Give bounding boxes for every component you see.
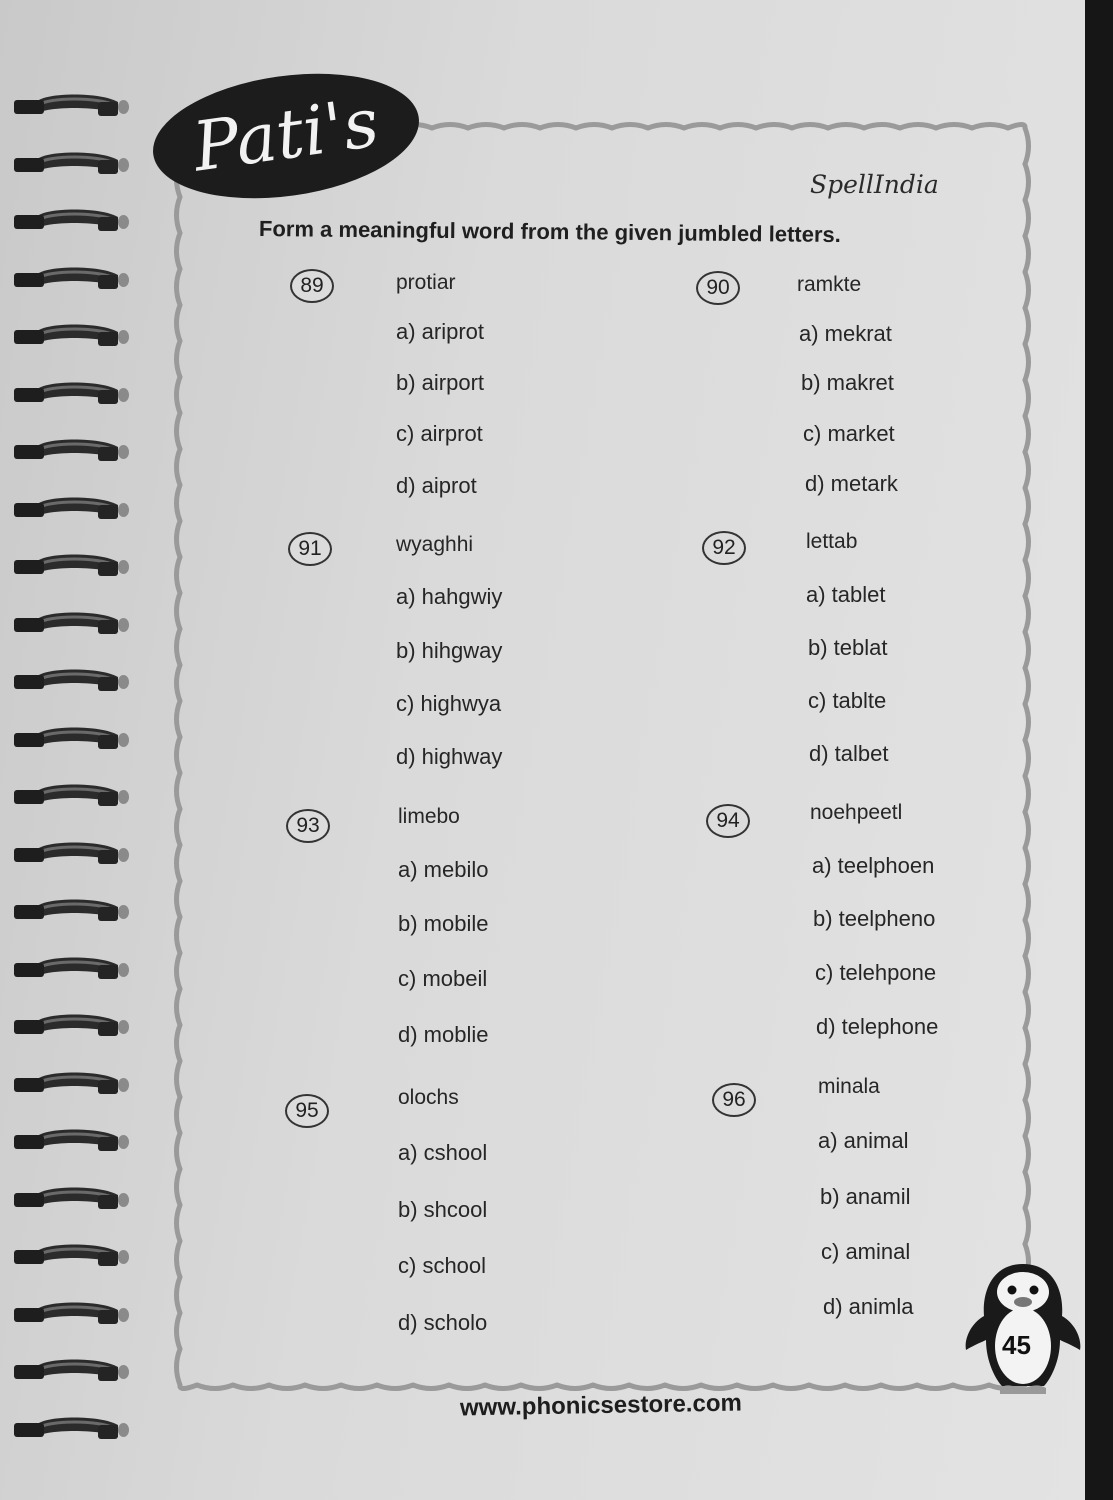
- option-a[interactable]: a) mekrat: [799, 321, 892, 346]
- option-b[interactable]: b) teblat: [808, 635, 888, 660]
- option-a[interactable]: a) teelphoen: [812, 853, 935, 878]
- question-number: 96: [712, 1083, 756, 1117]
- jumbled-word: protiar: [396, 271, 456, 294]
- question-number: 94: [706, 804, 750, 838]
- option-a[interactable]: a) tablet: [806, 582, 886, 607]
- jumbled-word: wyaghhi: [396, 533, 474, 556]
- option-d[interactable]: d) metark: [805, 471, 898, 496]
- jumbled-word: noehpeetl: [810, 801, 903, 824]
- option-a[interactable]: a) animal: [818, 1128, 909, 1153]
- option-d[interactable]: d) aiprot: [396, 473, 477, 498]
- option-c[interactable]: c) school: [398, 1253, 487, 1278]
- option-d[interactable]: d) moblie: [398, 1022, 489, 1047]
- penguin-mascot-icon: [962, 1258, 1084, 1398]
- option-b[interactable]: b) makret: [801, 370, 894, 395]
- jumbled-word: limebo: [398, 805, 460, 828]
- option-c[interactable]: c) highwya: [396, 691, 502, 716]
- option-b[interactable]: b) hihgway: [396, 638, 503, 663]
- option-d[interactable]: d) telephone: [816, 1014, 939, 1039]
- jumbled-word: ramkte: [797, 273, 862, 296]
- question-number: 89: [290, 269, 334, 303]
- jumbled-word: olochs: [398, 1086, 459, 1109]
- question-number: 92: [702, 531, 746, 565]
- option-b[interactable]: b) mobile: [398, 911, 489, 936]
- jumbled-word: lettab: [806, 530, 858, 553]
- question-number: 90: [696, 271, 740, 305]
- brand-name: SpellIndia: [810, 170, 939, 199]
- question-number: 91: [288, 532, 332, 566]
- website-url: www.phonicsestore.com: [459, 1389, 743, 1422]
- question-number: 95: [285, 1094, 329, 1128]
- option-d[interactable]: d) talbet: [809, 741, 889, 766]
- jumbled-word: minala: [818, 1075, 880, 1098]
- option-a[interactable]: a) mebilo: [398, 857, 489, 882]
- option-d[interactable]: d) scholo: [398, 1310, 488, 1335]
- page-number: 45: [1002, 1330, 1031, 1360]
- option-c[interactable]: c) airprot: [396, 421, 483, 446]
- option-a[interactable]: a) cshool: [398, 1140, 488, 1165]
- option-c[interactable]: c) mobeil: [398, 966, 488, 991]
- option-b[interactable]: b) shcool: [398, 1197, 488, 1222]
- option-d[interactable]: d) animla: [823, 1294, 914, 1319]
- option-c[interactable]: c) aminal: [821, 1239, 911, 1264]
- option-c[interactable]: c) market: [803, 421, 895, 446]
- page-edge-shadow: [1085, 0, 1113, 1500]
- option-c[interactable]: c) telehpone: [815, 960, 937, 985]
- option-a[interactable]: a) ariprot: [396, 319, 485, 344]
- option-d[interactable]: d) highway: [396, 744, 503, 769]
- option-a[interactable]: a) hahgwiy: [396, 584, 503, 609]
- option-b[interactable]: b) airport: [396, 370, 485, 395]
- option-b[interactable]: b) anamil: [820, 1184, 911, 1209]
- question-number: 93: [286, 809, 330, 843]
- option-b[interactable]: b) teelpheno: [813, 906, 936, 931]
- instruction-text: Form a meaningful word from the given jumbled letters.: [258, 216, 841, 248]
- option-c[interactable]: c) tablte: [808, 688, 887, 713]
- logo: Pati's: [145, 58, 427, 214]
